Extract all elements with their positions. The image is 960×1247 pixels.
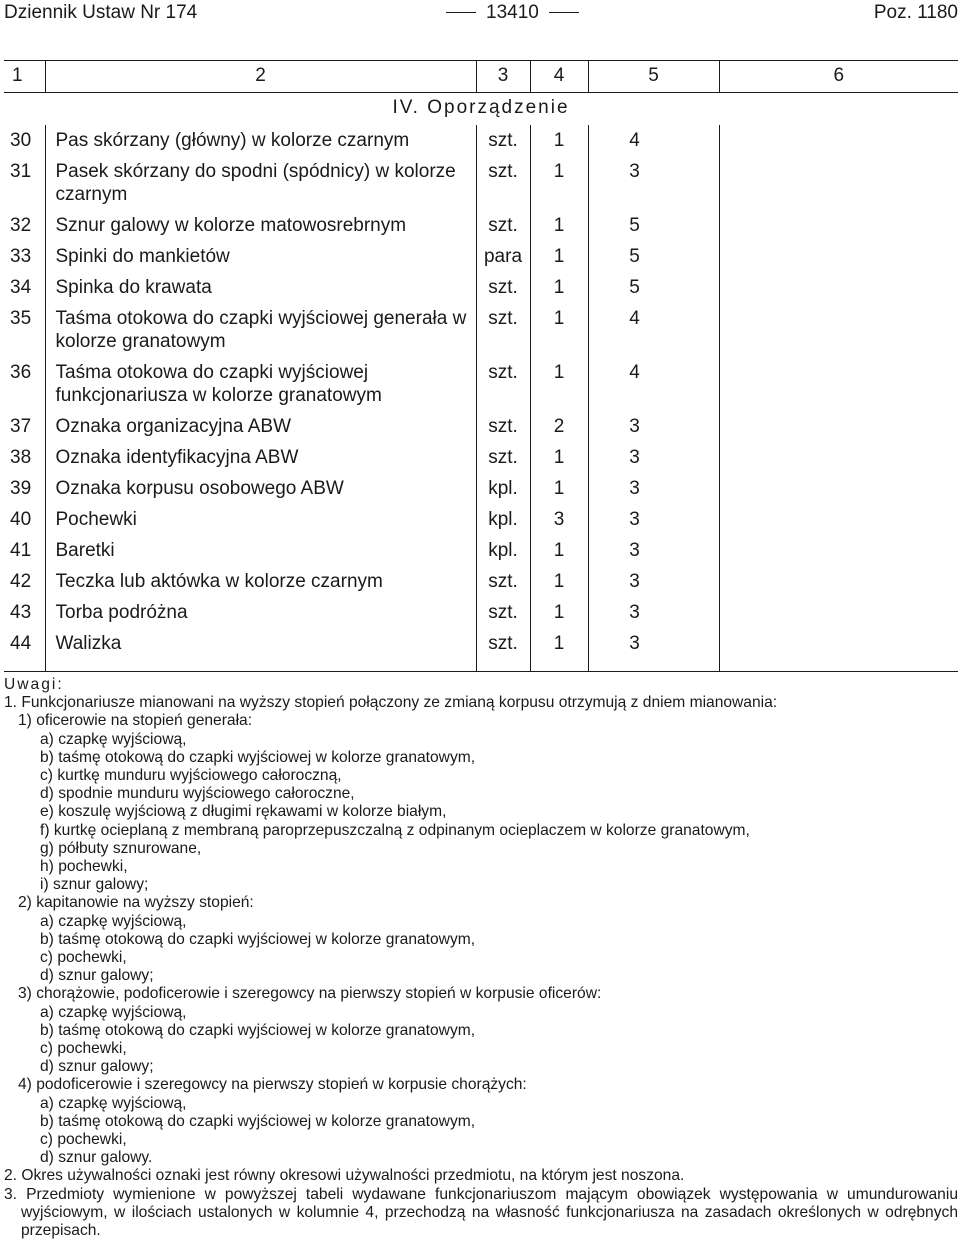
row-number: 40 bbox=[10, 509, 32, 530]
item-name: Torba podróżna bbox=[45, 597, 476, 628]
table-row bbox=[4, 411, 958, 442]
journal-title: Dziennik Ustaw Nr 174 bbox=[4, 2, 198, 23]
spacer-cell bbox=[588, 659, 719, 672]
item-period: 3 bbox=[588, 535, 719, 566]
table-row bbox=[4, 535, 958, 566]
item-name: Taśma otokowa do czapki wyjściowej generała w kolorze granatowym bbox=[45, 303, 476, 357]
note-group-head: 2) kapitanowie na wyższy stopień: bbox=[18, 894, 254, 912]
section-title: IV. Oporządzenie bbox=[392, 97, 570, 118]
item-name: Pasek skórzany do spodni (spódnicy) w kolorze czarnym bbox=[45, 156, 476, 210]
item-name: Oznaka korpusu osobowego ABW bbox=[45, 473, 476, 504]
note-list-item: h) pochewki, bbox=[40, 858, 128, 876]
table-row bbox=[4, 272, 958, 303]
note-list-item: c) pochewki, bbox=[40, 949, 127, 967]
note-group-head: 1) oficerowie na stopień generała: bbox=[18, 712, 253, 730]
item-quantity: 1 bbox=[530, 566, 588, 597]
note-list-item: a) czapkę wyjściową, bbox=[40, 1094, 187, 1112]
spacer-cell bbox=[45, 659, 476, 672]
notes-section bbox=[4, 676, 958, 1240]
item-name: Pas skórzany (główny) w kolorze czarnym bbox=[45, 125, 476, 156]
notes-title: Uwagi: bbox=[4, 676, 64, 693]
item-period: 4 bbox=[588, 357, 719, 411]
item-period: 3 bbox=[588, 504, 719, 535]
note-list-item: f) kurtkę ocieplaną z membraną paroprzepuszczalną z odpinanym ocieplaczem w kolorze granatowym, bbox=[40, 821, 750, 839]
table-row bbox=[4, 504, 958, 535]
item-period: 3 bbox=[588, 597, 719, 628]
item-extra bbox=[719, 241, 958, 272]
row-number: 41 bbox=[10, 540, 32, 561]
note-group-head: 3) chorążowie, podoficerowie i szeregowcy na pierwszy stopień w korpusie oficerów: bbox=[18, 985, 602, 1003]
item-extra bbox=[719, 473, 958, 504]
table-row bbox=[4, 628, 958, 659]
item-extra bbox=[719, 411, 958, 442]
column-header: 6 bbox=[719, 61, 958, 93]
note-list-item: b) taśmę otokową do czapki wyjściowej w kolorze granatowym, bbox=[40, 1021, 476, 1039]
table-row bbox=[4, 156, 958, 210]
item-name: Oznaka organizacyjna ABW bbox=[45, 411, 476, 442]
spacer-cell bbox=[530, 659, 588, 672]
column-header: 2 bbox=[45, 61, 476, 93]
item-name: Oznaka identyfikacyjna ABW bbox=[45, 442, 476, 473]
row-number: 31 bbox=[10, 161, 32, 182]
item-unit: szt. bbox=[476, 303, 530, 357]
item-extra bbox=[719, 357, 958, 411]
note-list-item: c) pochewki, bbox=[40, 1131, 127, 1149]
item-period: 3 bbox=[588, 473, 719, 504]
column-number-row bbox=[4, 61, 958, 93]
item-unit: szt. bbox=[476, 628, 530, 659]
row-number: 30 bbox=[10, 130, 32, 151]
item-extra bbox=[719, 125, 958, 156]
item-unit: szt. bbox=[476, 411, 530, 442]
item-quantity: 1 bbox=[530, 442, 588, 473]
spacer-cell bbox=[476, 659, 530, 672]
item-unit: szt. bbox=[476, 566, 530, 597]
item-name: Baretki bbox=[45, 535, 476, 566]
row-number: 44 bbox=[10, 633, 32, 654]
item-quantity: 1 bbox=[530, 156, 588, 210]
dash-right bbox=[549, 12, 579, 13]
item-unit: kpl. bbox=[476, 535, 530, 566]
note-list-item: a) czapkę wyjściową, bbox=[40, 912, 187, 930]
note-list-item: a) czapkę wyjściową, bbox=[40, 730, 187, 748]
item-quantity: 1 bbox=[530, 473, 588, 504]
item-unit: para bbox=[476, 241, 530, 272]
note-list-item: d) sznur galowy; bbox=[40, 967, 154, 985]
note-3: 3. Przedmioty wymienione w powyższej tabeli wydawane funkcjonariuszom mającym obowiązek występowania w umundurowaniu wyjściowym, w ilościach ustalonych w kolumnie 4, przechodzą na własność funkcjonariusza na zasadach określonych w odrębnych przepisach. bbox=[4, 1185, 958, 1240]
table-row bbox=[4, 566, 958, 597]
item-quantity: 1 bbox=[530, 303, 588, 357]
note-list-item: b) taśmę otokową do czapki wyjściowej w kolorze granatowym, bbox=[40, 1112, 476, 1130]
row-number: 39 bbox=[10, 478, 32, 499]
item-extra bbox=[719, 210, 958, 241]
table-row bbox=[4, 125, 958, 156]
item-extra bbox=[719, 566, 958, 597]
column-header: 4 bbox=[530, 61, 588, 93]
item-name: Walizka bbox=[45, 628, 476, 659]
equipment-table bbox=[4, 60, 958, 672]
note-list-item: g) półbuty sznurowane, bbox=[40, 839, 202, 857]
table-row bbox=[4, 210, 958, 241]
item-extra bbox=[719, 303, 958, 357]
page-number-text: 13410 bbox=[486, 2, 539, 23]
row-number: 43 bbox=[10, 602, 32, 623]
item-period: 3 bbox=[588, 566, 719, 597]
item-quantity: 3 bbox=[530, 504, 588, 535]
item-quantity: 1 bbox=[530, 628, 588, 659]
table-row bbox=[4, 442, 958, 473]
item-quantity: 1 bbox=[530, 357, 588, 411]
row-number: 42 bbox=[10, 571, 32, 592]
item-quantity: 1 bbox=[530, 125, 588, 156]
item-name: Spinki do mankietów bbox=[45, 241, 476, 272]
row-number: 38 bbox=[10, 447, 32, 468]
item-name: Spinka do krawata bbox=[45, 272, 476, 303]
row-number: 34 bbox=[10, 277, 32, 298]
item-period: 5 bbox=[588, 272, 719, 303]
item-period: 4 bbox=[588, 303, 719, 357]
item-quantity: 1 bbox=[530, 241, 588, 272]
item-unit: szt. bbox=[476, 210, 530, 241]
table-spacer bbox=[4, 659, 958, 672]
item-unit: szt. bbox=[476, 597, 530, 628]
note-list-item: b) taśmę otokową do czapki wyjściowej w kolorze granatowym, bbox=[40, 930, 476, 948]
row-number: 37 bbox=[10, 416, 32, 437]
note-list-item: d) sznur galowy. bbox=[40, 1149, 153, 1167]
item-extra bbox=[719, 535, 958, 566]
note-list-item: b) taśmę otokową do czapki wyjściowej w kolorze granatowym, bbox=[40, 748, 476, 766]
item-unit: szt. bbox=[476, 156, 530, 210]
position-number: Poz. 1180 bbox=[873, 2, 958, 23]
row-number: 33 bbox=[10, 246, 32, 267]
item-unit: szt. bbox=[476, 125, 530, 156]
spacer-cell bbox=[4, 659, 45, 672]
item-quantity: 2 bbox=[530, 411, 588, 442]
note-1-groups bbox=[4, 712, 958, 1167]
item-quantity: 1 bbox=[530, 210, 588, 241]
item-quantity: 1 bbox=[530, 535, 588, 566]
table-row bbox=[4, 303, 958, 357]
note-list-item: d) spodnie munduru wyjściowego całoroczne, bbox=[40, 785, 355, 803]
note-list-item: a) czapkę wyjściową, bbox=[40, 1003, 187, 1021]
column-header: 1 bbox=[4, 61, 45, 93]
item-period: 3 bbox=[588, 628, 719, 659]
section-row bbox=[4, 93, 958, 126]
item-name: Pochewki bbox=[45, 504, 476, 535]
column-header: 3 bbox=[476, 61, 530, 93]
item-extra bbox=[719, 504, 958, 535]
item-period: 3 bbox=[588, 411, 719, 442]
note-list-item: c) pochewki, bbox=[40, 1040, 127, 1058]
note-list-item: e) koszulę wyjściową z długimi rękawami w kolorze białym, bbox=[40, 803, 447, 821]
item-period: 3 bbox=[588, 442, 719, 473]
item-period: 3 bbox=[588, 156, 719, 210]
item-unit: kpl. bbox=[476, 504, 530, 535]
dash-left bbox=[446, 12, 476, 13]
item-extra bbox=[719, 156, 958, 210]
item-name: Taśma otokowa do czapki wyjściowej funkcjonariusza w kolorze granatowym bbox=[45, 357, 476, 411]
table-row bbox=[4, 357, 958, 411]
note-1: 1. Funkcjonariusze mianowani na wyższy stopień połączony ze zmianą korpusu otrzymują z dniem mianowania: bbox=[4, 694, 778, 712]
item-extra bbox=[719, 628, 958, 659]
row-number: 32 bbox=[10, 215, 32, 236]
item-unit: kpl. bbox=[476, 473, 530, 504]
item-extra bbox=[719, 597, 958, 628]
table-row bbox=[4, 241, 958, 272]
note-list-item: d) sznur galowy; bbox=[40, 1058, 154, 1076]
item-name: Sznur galowy w kolorze matowosrebrnym bbox=[45, 210, 476, 241]
table-row bbox=[4, 473, 958, 504]
item-extra bbox=[719, 442, 958, 473]
page-header bbox=[4, 0, 958, 28]
row-number: 36 bbox=[10, 362, 32, 383]
table-row bbox=[4, 597, 958, 628]
spacer-cell bbox=[719, 659, 958, 672]
note-list-item: i) sznur galowy; bbox=[40, 876, 149, 894]
item-quantity: 1 bbox=[530, 272, 588, 303]
item-period: 4 bbox=[588, 125, 719, 156]
item-unit: szt. bbox=[476, 272, 530, 303]
column-header: 5 bbox=[588, 61, 719, 93]
item-unit: szt. bbox=[476, 442, 530, 473]
item-unit: szt. bbox=[476, 357, 530, 411]
item-quantity: 1 bbox=[530, 597, 588, 628]
item-name: Teczka lub aktówka w kolorze czarnym bbox=[45, 566, 476, 597]
item-period: 5 bbox=[588, 210, 719, 241]
note-2: 2. Okres używalności oznaki jest równy okresowi używalności przedmiotu, na którym jest noszona. bbox=[4, 1167, 685, 1185]
page-number bbox=[436, 2, 589, 24]
row-number: 35 bbox=[10, 308, 32, 329]
note-list-item: c) kurtkę munduru wyjściowego całoroczną, bbox=[40, 767, 342, 785]
note-group-head: 4) podoficerowie i szeregowcy na pierwszy stopień w korpusie chorążych: bbox=[18, 1076, 527, 1094]
item-extra bbox=[719, 272, 958, 303]
item-period: 5 bbox=[588, 241, 719, 272]
